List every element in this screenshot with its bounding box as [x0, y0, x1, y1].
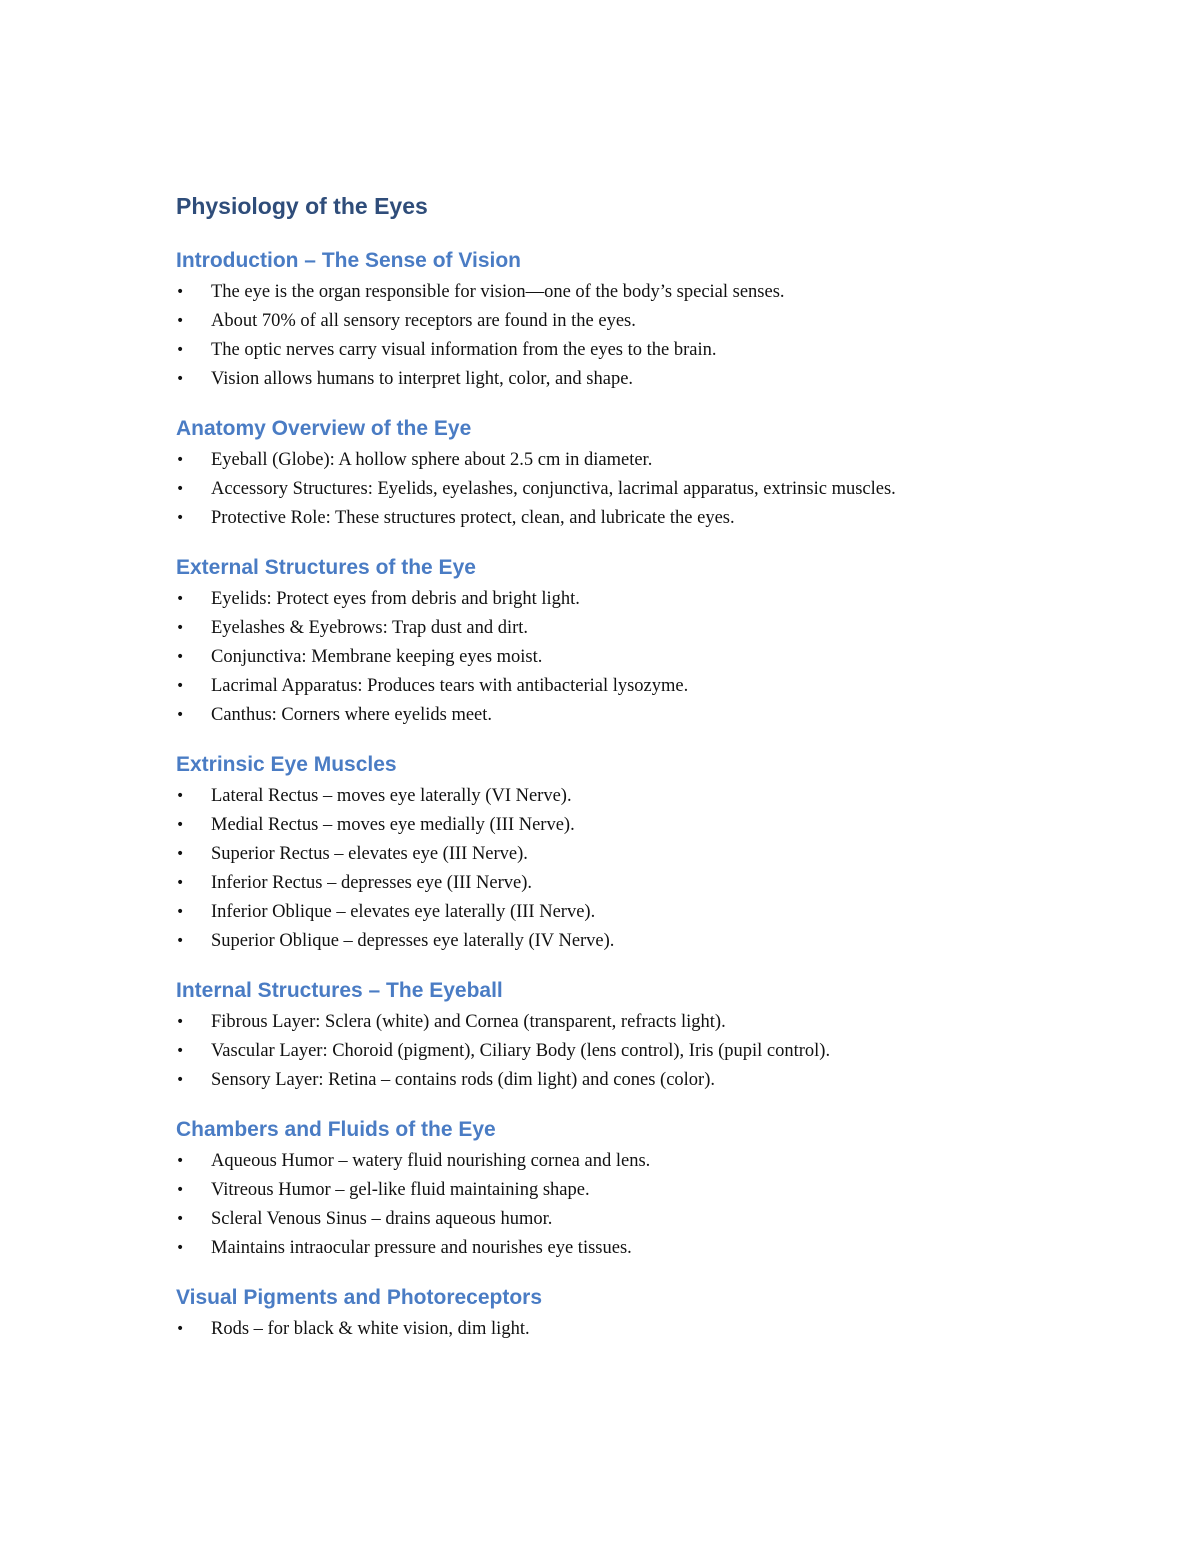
bullet-list [176, 1008, 1036, 1095]
list-item [176, 614, 1036, 643]
list-item-text: Fibrous Layer: Sclera (white) and Cornea (transparent, refracts light). [211, 1012, 726, 1032]
bullet-list [176, 782, 1036, 956]
section [176, 1113, 1036, 1263]
list-item-text: Maintains intraocular pressure and nourishes eye tissues. [211, 1238, 632, 1258]
list-item [176, 643, 1036, 672]
bullet-icon: • [176, 510, 185, 526]
list-item [176, 1037, 1036, 1066]
list-item-text: Vascular Layer: Choroid (pigment), Ciliary Body (lens control), Iris (pupil control). [211, 1041, 831, 1061]
list-item [176, 278, 1036, 307]
list-item-text: Rods – for black & white vision, dim light. [211, 1319, 530, 1339]
section-spacer [176, 394, 1036, 412]
section-spacer [176, 1263, 1036, 1281]
list-item-text: Medial Rectus – moves eye medially (III Nerve). [211, 815, 575, 835]
bullet-icon: • [176, 933, 185, 949]
section-heading: External Structures of the Eye [176, 556, 476, 579]
list-item-text: Conjunctiva: Membrane keeping eyes moist. [211, 647, 543, 667]
list-item [176, 504, 1036, 533]
bullet-icon: • [176, 1043, 185, 1059]
bullet-icon: • [176, 707, 185, 723]
section-spacer [176, 730, 1036, 748]
section-heading: Introduction – The Sense of Vision [176, 249, 521, 272]
section [176, 748, 1036, 956]
document-title: Physiology of the Eyes [176, 193, 428, 219]
bullet-icon: • [176, 788, 185, 804]
section-heading: Extrinsic Eye Muscles [176, 753, 397, 776]
list-item-text: Eyelids: Protect eyes from debris and bright light. [211, 589, 580, 609]
bullet-icon: • [176, 452, 185, 468]
list-item [176, 1008, 1036, 1037]
bullet-icon: • [176, 1211, 185, 1227]
bullet-icon: • [176, 1321, 185, 1337]
section [176, 1281, 1036, 1344]
document-page [176, 188, 1036, 1344]
list-item [176, 336, 1036, 365]
bullet-list [176, 278, 1036, 394]
bullet-icon: • [176, 904, 185, 920]
list-item [176, 927, 1036, 956]
section-spacer [176, 533, 1036, 551]
section [176, 551, 1036, 730]
list-item-text: Aqueous Humor – watery fluid nourishing cornea and lens. [211, 1151, 651, 1171]
list-item-text: About 70% of all sensory receptors are found in the eyes. [211, 311, 636, 331]
bullet-icon: • [176, 481, 185, 497]
bullet-icon: • [176, 649, 185, 665]
list-item-text: Sensory Layer: Retina – contains rods (dim light) and cones (color). [211, 1070, 715, 1090]
list-item [176, 1066, 1036, 1095]
list-item-text: Lateral Rectus – moves eye laterally (VI Nerve). [211, 786, 572, 806]
bullet-icon: • [176, 817, 185, 833]
section-spacer [176, 956, 1036, 974]
list-item-text: Superior Rectus – elevates eye (III Nerve). [211, 844, 528, 864]
list-item [176, 869, 1036, 898]
list-item [176, 307, 1036, 336]
title-spacer [176, 224, 1036, 244]
bullet-icon: • [176, 846, 185, 862]
list-item-text: Inferior Oblique – elevates eye laterally (III Nerve). [211, 902, 596, 922]
list-item-text: Lacrimal Apparatus: Produces tears with antibacterial lysozyme. [211, 676, 689, 696]
bullet-icon: • [176, 875, 185, 891]
list-item-text: Eyeball (Globe): A hollow sphere about 2.5 cm in diameter. [211, 450, 653, 470]
list-item-text: Vision allows humans to interpret light, color, and shape. [211, 369, 634, 389]
list-item [176, 1205, 1036, 1234]
list-item-text: Canthus: Corners where eyelids meet. [211, 705, 493, 725]
bullet-icon: • [176, 284, 185, 300]
section-heading: Visual Pigments and Photoreceptors [176, 1286, 543, 1309]
list-item [176, 585, 1036, 614]
list-item [176, 840, 1036, 869]
list-item-text: Vitreous Humor – gel-like fluid maintaining shape. [211, 1180, 590, 1200]
list-item-text: Scleral Venous Sinus – drains aqueous humor. [211, 1209, 553, 1229]
bullet-icon: • [176, 342, 185, 358]
bullet-icon: • [176, 371, 185, 387]
list-item [176, 1147, 1036, 1176]
list-item-text: Eyelashes & Eyebrows: Trap dust and dirt. [211, 618, 529, 638]
section [176, 412, 1036, 533]
list-item-text: Superior Oblique – depresses eye laterally (IV Nerve). [211, 931, 615, 951]
bullet-icon: • [176, 620, 185, 636]
section-heading: Anatomy Overview of the Eye [176, 417, 472, 440]
bullet-icon: • [176, 1153, 185, 1169]
list-item-text: The eye is the organ responsible for vision—one of the body’s special senses. [211, 282, 785, 302]
bullet-icon: • [176, 1182, 185, 1198]
list-item-text: Accessory Structures: Eyelids, eyelashes, conjunctiva, lacrimal apparatus, extrinsic muscles. [211, 479, 896, 499]
bullet-list [176, 585, 1036, 730]
bullet-list [176, 1147, 1036, 1263]
list-item-text: Inferior Rectus – depresses eye (III Nerve). [211, 873, 533, 893]
section [176, 974, 1036, 1095]
list-item [176, 672, 1036, 701]
list-item [176, 1315, 1036, 1344]
list-item [176, 1176, 1036, 1205]
document-body [176, 244, 1036, 1344]
list-item [176, 811, 1036, 840]
section-heading: Internal Structures – The Eyeball [176, 979, 503, 1002]
bullet-icon: • [176, 313, 185, 329]
list-item-text: Protective Role: These structures protect, clean, and lubricate the eyes. [211, 508, 735, 528]
list-item [176, 365, 1036, 394]
bullet-icon: • [176, 1014, 185, 1030]
list-item-text: The optic nerves carry visual information from the eyes to the brain. [211, 340, 717, 360]
section-spacer [176, 1095, 1036, 1113]
list-item [176, 898, 1036, 927]
bullet-icon: • [176, 591, 185, 607]
list-item [176, 701, 1036, 730]
section [176, 244, 1036, 394]
list-item [176, 1234, 1036, 1263]
bullet-icon: • [176, 1240, 185, 1256]
list-item [176, 475, 1036, 504]
list-item [176, 446, 1036, 475]
section-heading: Chambers and Fluids of the Eye [176, 1118, 496, 1141]
bullet-icon: • [176, 1072, 185, 1088]
bullet-list [176, 446, 1036, 533]
bullet-icon: • [176, 678, 185, 694]
list-item [176, 782, 1036, 811]
bullet-list [176, 1315, 1036, 1344]
